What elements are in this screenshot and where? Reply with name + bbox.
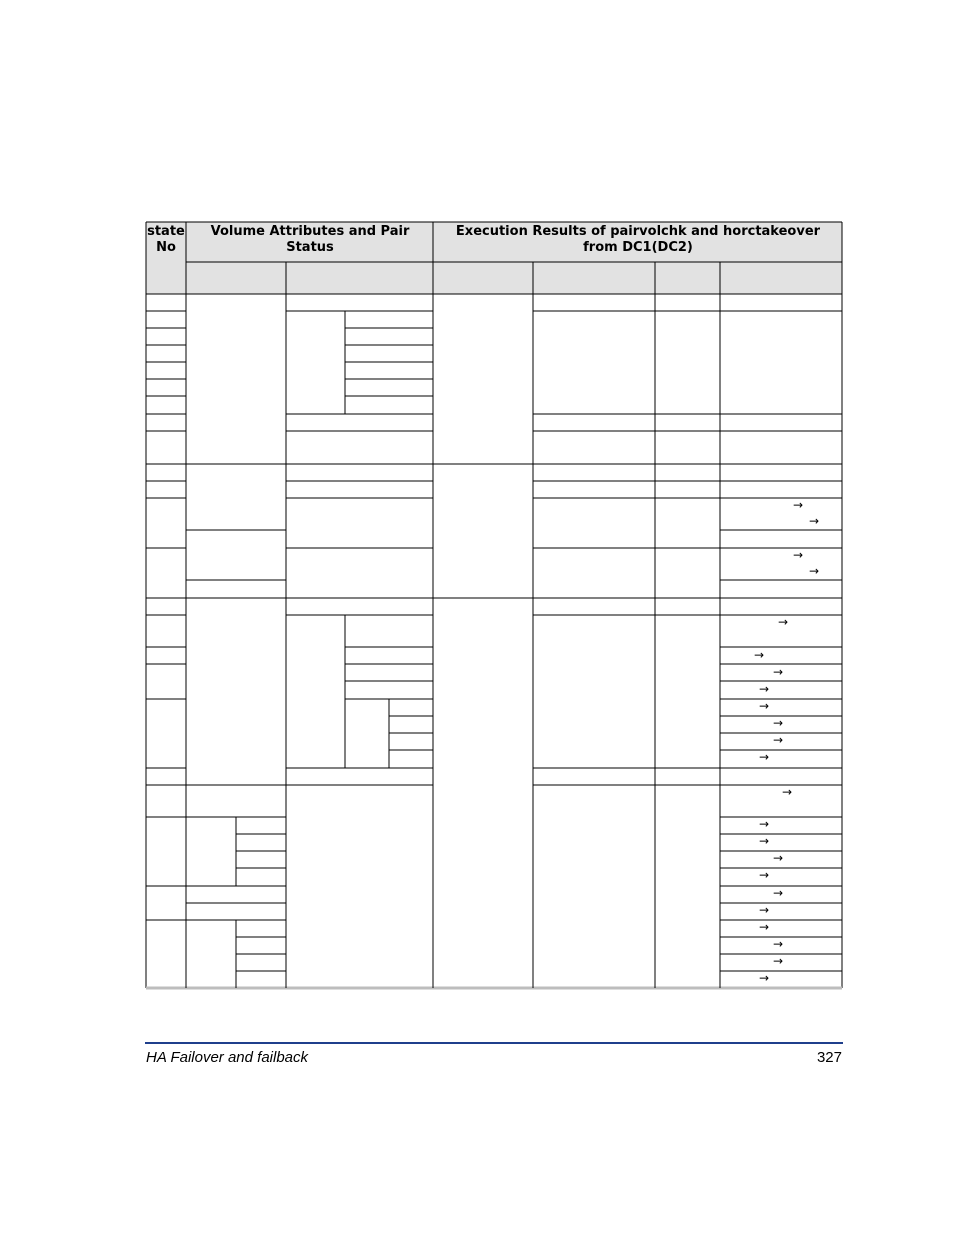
page-number: 327 xyxy=(816,1049,842,1066)
arrow-17: → xyxy=(759,868,770,882)
footer-section-title: HA Failover and failback xyxy=(146,1049,309,1066)
header-execution-results: Execution Results of pairvolchk and horctakeover from DC1(DC2) xyxy=(455,224,821,255)
arrow-6: → xyxy=(754,648,765,662)
arrow-11: → xyxy=(773,733,784,747)
arrow-19: → xyxy=(759,903,770,917)
arrow-2: → xyxy=(809,514,820,528)
arrow-14: → xyxy=(759,817,770,831)
arrow-9: → xyxy=(759,699,770,713)
footer-rule xyxy=(145,1042,843,1044)
arrow-13: → xyxy=(782,785,793,799)
arrow-21: → xyxy=(773,937,784,951)
arrow-12: → xyxy=(759,750,770,764)
arrow-4: → xyxy=(809,564,820,578)
arrow-18: → xyxy=(773,886,784,900)
arrow-1: → xyxy=(793,498,804,512)
arrow-3: → xyxy=(793,548,804,562)
arrow-16: → xyxy=(773,851,784,865)
arrow-23: → xyxy=(759,971,770,985)
header-state-no: state No xyxy=(147,224,185,255)
arrow-22: → xyxy=(773,954,784,968)
arrow-15: → xyxy=(759,834,770,848)
arrow-10: → xyxy=(773,716,784,730)
arrow-8: → xyxy=(759,682,770,696)
header-volume-attributes: Volume Attributes and Pair Status xyxy=(210,224,410,255)
arrow-20: → xyxy=(759,920,770,934)
arrow-5: → xyxy=(778,615,789,629)
arrow-7: → xyxy=(773,665,784,679)
